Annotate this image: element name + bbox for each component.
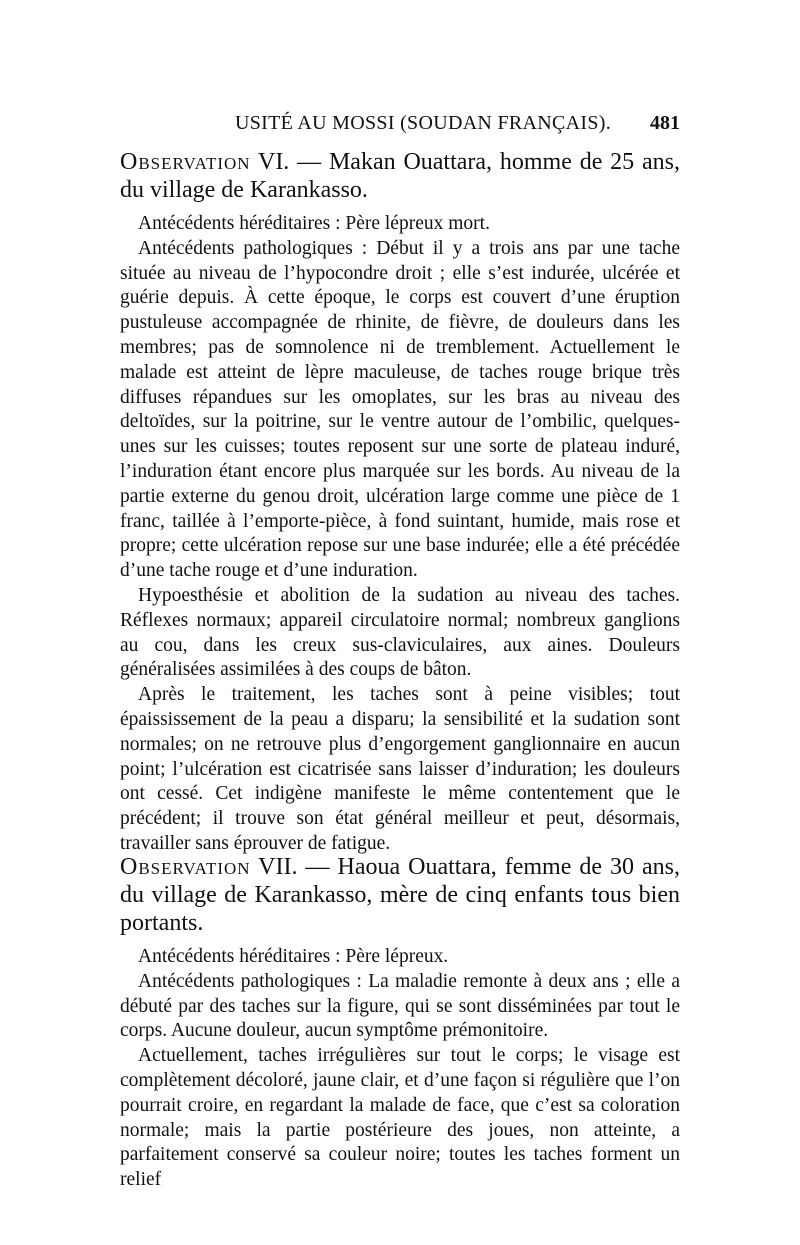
running-header <box>0 112 800 142</box>
paragraph-treatment: Après le traitement, les taches sont à peine visibles; tout épaississement de la peau a disparu; la sensibilité et la sudation sont normales; on ne retrouve plus d’engorgement ganglionnaire en aucun point; l’ulcération est cicatrisée sans laisser d’induration; les douleurs ont cessé. Cet indigène manifeste le même contentement que le précédent; il trouve son état général meilleur et peut, désormais, travailler sans éprouver de fatigue. <box>120 684 680 854</box>
observation-6 <box>120 148 680 857</box>
running-title: USITÉ AU MOSSI (SOUDAN FRANÇAIS). <box>235 112 612 134</box>
observation-7 <box>120 853 680 1193</box>
observation-subject: — Haoua Ouattara, femme de 30 ans, du village de Karankasso, mère de cinq enfants tous bien portants. <box>120 854 681 936</box>
paragraph-symptoms: Hypoesthésie et abolition de la sudation au niveau des taches. Réflexes normaux; appareil circulatoire normal; nombreux ganglions au cou, dans les creux sus-claviculaires, aux aines. Douleurs généralisées assimilées à des coups de bâton. <box>120 584 680 681</box>
observation-number: VI. <box>257 149 290 175</box>
paragraph-pathological: Antécédents pathologiques : La maladie remonte à deux ans ; elle a débuté par des taches sur la figure, qui se sont disséminées par tout le corps. Aucune douleur, aucun symptôme prémonitoire. <box>120 970 680 1042</box>
paragraph-current-state: Actuellement, taches irrégulières sur tout le corps; le visage est complètement décoloré, jaune clair, et d’une façon si régulière que l’on pourrait croire, en regardant la malade de face, que c’est sa coloration normale; mais la partie postérieure des joues, non atteinte, a parfaitement conservé sa couleur noire; toutes les taches forment un relief <box>120 1045 680 1191</box>
paragraph-hereditary: Antécédents héréditaires : Père lépreux mort. <box>138 213 490 234</box>
observation-heading <box>120 853 680 937</box>
observation-number: VII. <box>258 854 298 880</box>
paragraph-pathological: Antécédents pathologiques : Début il y a trois ans par une tache située au niveau de l’hypocondre droit ; elle s’est indurée, ulcérée et guérie depuis. À cette époque, le corps est couvert d’une éruption pustuleuse accompagnée de rhinite, de fièvre, de douleurs dans les membres; pas de somnolence ni de tremblement. Actuellement le malade est atteint de lèpre maculeuse, de taches rouge brique très diffuses répandues sur les omoplates, sur les bras au niveau des deltoïdes, sur la poitrine, sur le ventre autour de l’ombilic, quelques-unes sur les cuisses; toutes reposent sur une sorte de plateau induré, l’induration étant encore plus marquée sur les bords. Au niveau de la partie externe du genou droit, ulcération large comme une pièce de 1 franc, taillée à l’emporte-pièce, à fond suintant, humide, mais rose et propre; cette ulcération repose sur une base indurée; elle a été précédée d’une tache rouge et d’une induration. <box>120 237 680 582</box>
observation-label: Observation <box>120 854 251 880</box>
page-number: 481 <box>650 112 680 134</box>
observation-subject: — Makan Ouattara, homme de 25 ans, du village de Karankasso. <box>120 149 680 203</box>
observation-label: Observation <box>120 149 251 175</box>
paragraph-hereditary: Antécédents héréditaires : Père lépreux. <box>138 946 449 967</box>
observation-heading <box>120 148 680 204</box>
